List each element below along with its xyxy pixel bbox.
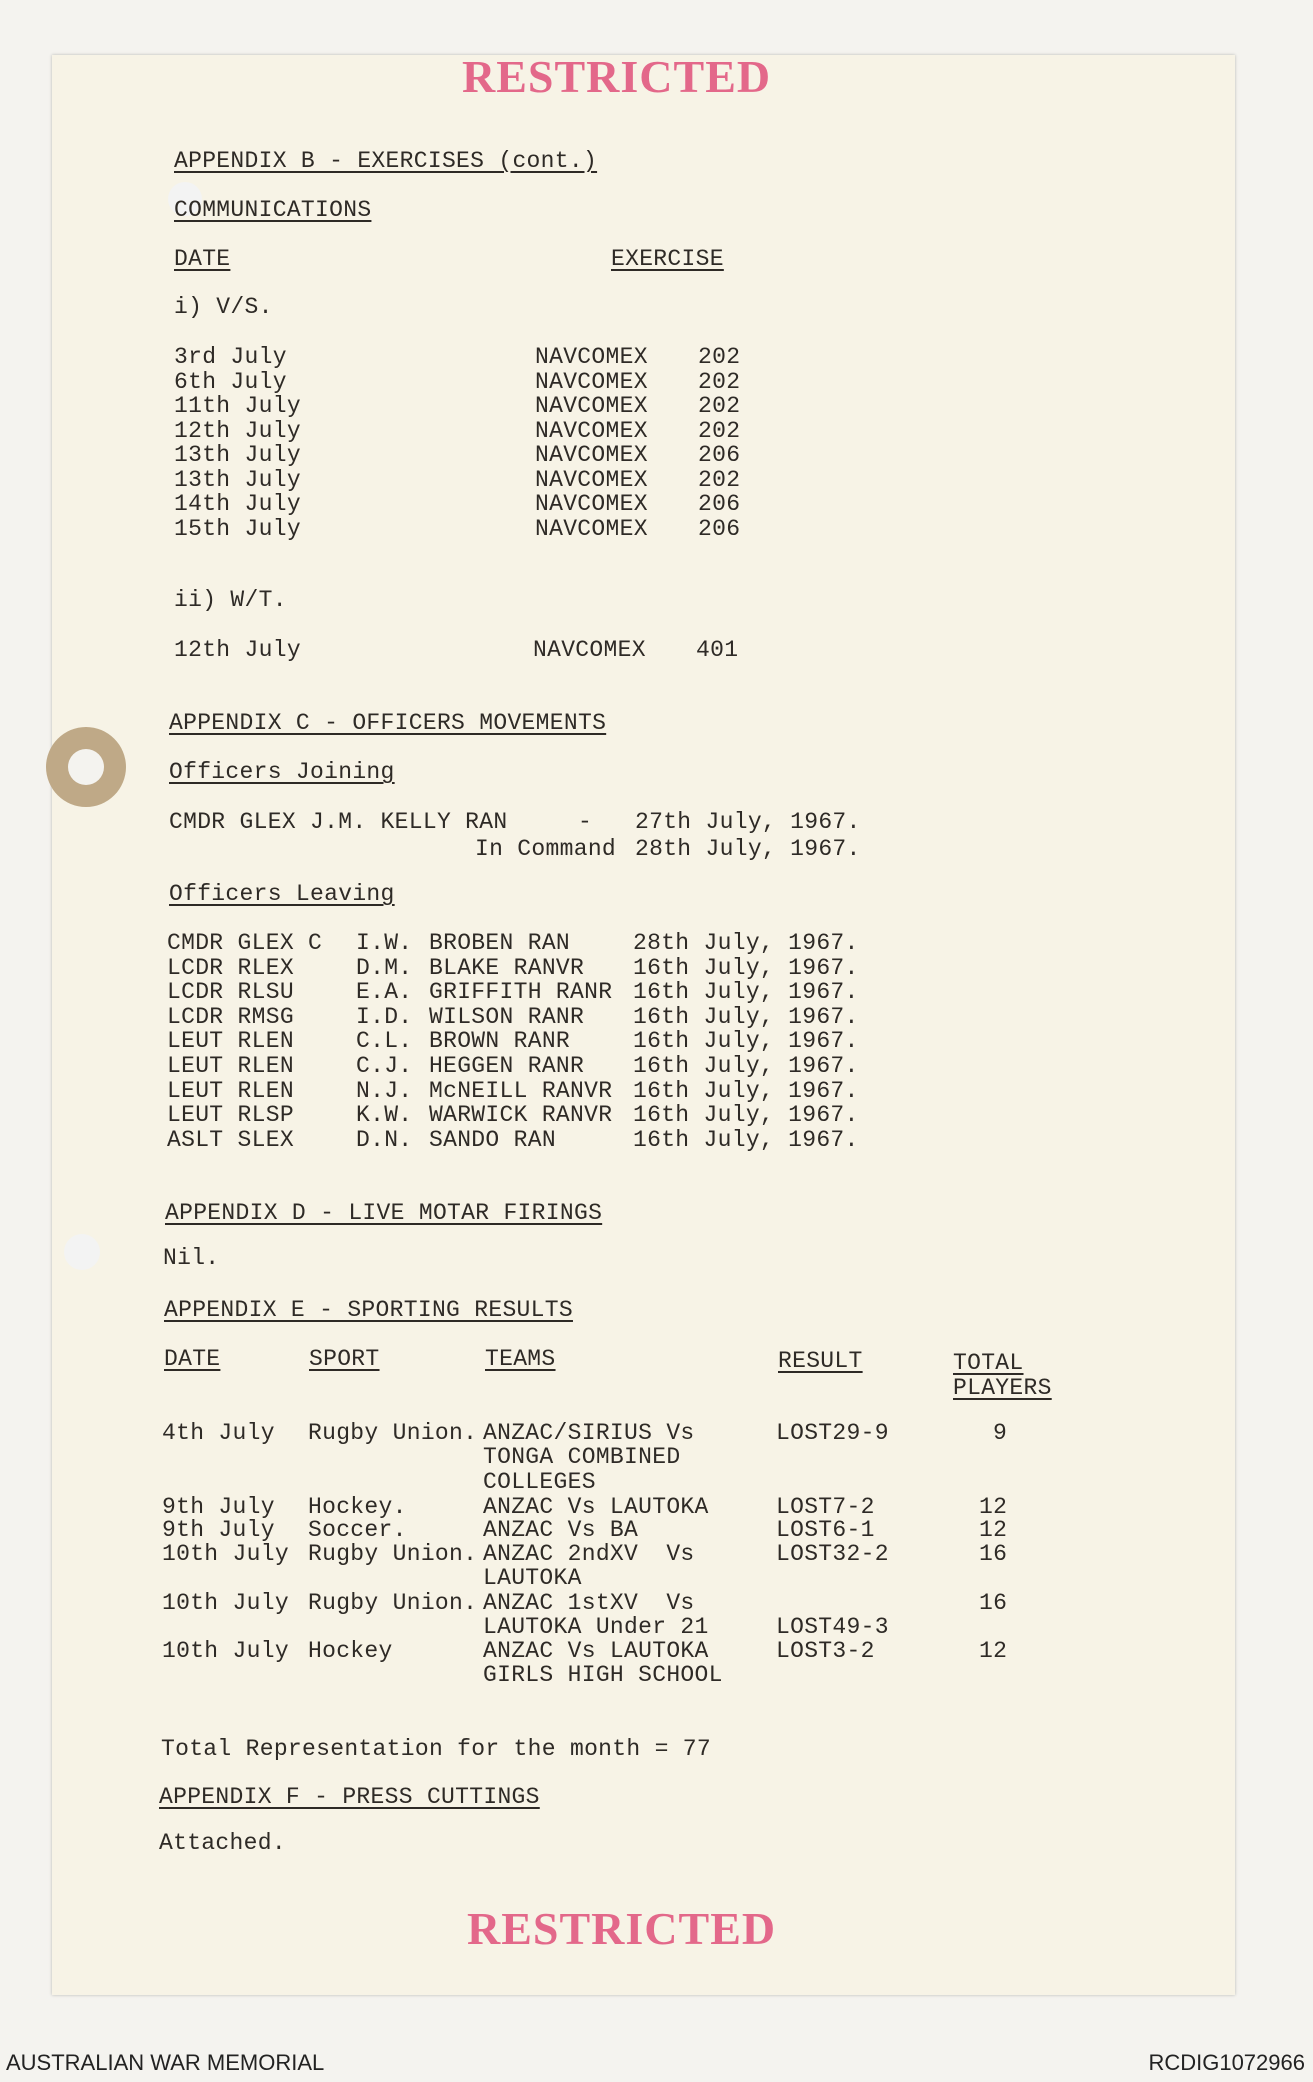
sport-date: 10th July <box>162 1541 289 1567</box>
sport-result: LOST32-2 <box>776 1541 889 1567</box>
sport-teams: ANZAC Vs LAUTOKA <box>483 1638 709 1664</box>
exercise-date: 12th July <box>174 417 301 444</box>
officer-rank: CMDR GLEX C <box>167 930 323 956</box>
officer-leave-date: 16th July, 1967. <box>633 954 859 981</box>
exercise-date: 12th July <box>174 637 301 663</box>
header-teams: TEAMS <box>485 1346 556 1372</box>
sport-name: Rugby Union. <box>308 1541 478 1567</box>
officer-name: WILSON RANR <box>429 1003 585 1030</box>
sport-name: Hockey. <box>308 1494 407 1520</box>
exercise-name: NAVCOMEX <box>535 344 648 370</box>
header-sport: SPORT <box>309 1346 380 1372</box>
exercise-number: 202 <box>698 466 741 493</box>
officer-name: BLAKE RANVR <box>429 954 585 981</box>
col-exercise: EXERCISE <box>611 246 724 272</box>
punch-hole <box>64 1234 100 1270</box>
sport-teams: ANZAC/SIRIUS Vs <box>483 1420 695 1446</box>
officer-initials: D.N. <box>356 1126 413 1153</box>
officer-name: GRIFFITH RANR <box>429 979 613 1006</box>
exercise-number: 401 <box>696 637 739 663</box>
officer-initials: D.M. <box>356 954 413 981</box>
appendix-e-title: APPENDIX E - SPORTING RESULTS <box>164 1297 573 1323</box>
exercise-date: 11th July <box>174 393 301 419</box>
sport-teams: LAUTOKA Under 21 <box>483 1614 709 1641</box>
joining-officer: CMDR GLEX J.M. KELLY RAN <box>169 809 508 835</box>
officer-name: HEGGEN RANR <box>429 1053 585 1079</box>
sport-players: 16 <box>979 1541 1008 1567</box>
sport-players: 12 <box>979 1638 1008 1664</box>
exercise-number: 202 <box>698 344 741 370</box>
sport-name: Soccer. <box>308 1517 407 1543</box>
exercise-name: NAVCOMEX <box>535 442 648 468</box>
exercise-number: 206 <box>698 491 741 517</box>
sport-teams: LAUTOKA <box>483 1565 582 1592</box>
officer-rank: LEUT RLEN <box>167 1053 294 1079</box>
sport-players: 12 <box>979 1494 1008 1520</box>
exercise-name: NAVCOMEX <box>535 466 648 493</box>
officer-leave-date: 16th July, 1967. <box>633 979 859 1006</box>
sport-date: 4th July <box>162 1420 275 1446</box>
sport-teams: ANZAC 1stXV Vs <box>483 1590 695 1616</box>
officer-initials: C.L. <box>356 1028 413 1055</box>
header-total: TOTAL <box>953 1350 1024 1376</box>
sport-result: LOST7-2 <box>776 1494 875 1520</box>
exercise-name: NAVCOMEX <box>535 515 648 542</box>
officer-leave-date: 16th July, 1967. <box>633 1003 859 1030</box>
officer-leave-date: 28th July, 1967. <box>633 930 859 956</box>
exercise-name: NAVCOMEX <box>535 368 648 395</box>
punch-hole <box>68 749 104 785</box>
exercise-number: 206 <box>698 515 741 542</box>
sport-teams: TONGA COMBINED <box>483 1444 681 1471</box>
exercise-name: NAVCOMEX <box>533 637 646 663</box>
exercise-name: NAVCOMEX <box>535 393 648 419</box>
officers-joining-heading: Officers Joining <box>169 759 395 785</box>
header-players: PLAYERS <box>953 1375 1052 1401</box>
officer-initials: E.A. <box>356 979 413 1006</box>
sport-result: LOST29-9 <box>776 1420 889 1446</box>
restricted-stamp-bottom: RESTRICTED <box>467 1903 777 1954</box>
sport-players: 9 <box>993 1420 1008 1446</box>
officer-leave-date: 16th July, 1967. <box>633 1102 859 1129</box>
joining-date: 27th July, 1967. <box>635 809 861 835</box>
sport-name: Hockey <box>308 1638 393 1664</box>
sport-result: LOST49-3 <box>776 1614 889 1641</box>
officer-leave-date: 16th July, 1967. <box>633 1028 859 1055</box>
officer-rank: LCDR RLSU <box>167 979 294 1006</box>
officer-rank: ASLT SLEX <box>167 1126 294 1153</box>
sport-date: 10th July <box>162 1590 289 1616</box>
officer-name: WARWICK RANVR <box>429 1102 613 1129</box>
officers-leaving-heading: Officers Leaving <box>169 881 395 907</box>
officer-leave-date: 16th July, 1967. <box>633 1053 859 1079</box>
exercise-date: 14th July <box>174 491 301 517</box>
exercise-number: 206 <box>698 442 741 468</box>
officer-rank: LEUT RLEN <box>167 1028 294 1055</box>
appendix-d-body: Nil. <box>163 1245 220 1271</box>
sport-result: LOST6-1 <box>776 1517 875 1543</box>
officer-initials: I.W. <box>356 930 413 956</box>
sport-teams: ANZAC Vs LAUTOKA <box>483 1494 709 1520</box>
footer-source: AUSTRALIAN WAR MEMORIAL <box>6 2050 325 2075</box>
appendix-d-title: APPENDIX D - LIVE MOTAR FIRINGS <box>165 1200 603 1226</box>
officer-leave-date: 16th July, 1967. <box>633 1077 859 1104</box>
officer-name: BROWN RANR <box>429 1028 571 1055</box>
sport-name: Rugby Union. <box>308 1590 478 1616</box>
officer-leave-date: 16th July, 1967. <box>633 1126 859 1153</box>
exercise-date: 13th July <box>174 466 301 493</box>
officer-name: McNEILL RANVR <box>429 1077 613 1104</box>
restricted-stamp-top: RESTRICTED <box>462 51 772 102</box>
officer-initials: C.J. <box>356 1053 413 1079</box>
sport-date: 9th July <box>162 1494 275 1520</box>
col-date: DATE <box>174 246 231 272</box>
officer-rank: LCDR RMSG <box>167 1003 294 1030</box>
joining-dash: - <box>578 809 593 835</box>
wt-label: ii) W/T. <box>174 587 287 613</box>
vs-label: i) V/S. <box>174 294 273 320</box>
exercise-date: 3rd July <box>174 344 287 370</box>
officer-rank: LCDR RLEX <box>167 954 294 981</box>
sport-teams: ANZAC 2ndXV Vs <box>483 1541 695 1567</box>
in-command-label: In Command <box>475 836 617 862</box>
exercise-name: NAVCOMEX <box>535 491 648 517</box>
officer-name: SANDO RAN <box>429 1126 556 1153</box>
sport-name: Rugby Union. <box>308 1420 478 1446</box>
total-representation: Total Representation for the month = 77 <box>161 1736 711 1762</box>
appendix-b-title: APPENDIX B - EXERCISES (cont.) <box>174 148 598 174</box>
sport-teams: ANZAC Vs BA <box>483 1517 639 1543</box>
sport-players: 16 <box>979 1590 1008 1616</box>
communications-heading: COMMUNICATIONS <box>174 197 372 223</box>
exercise-number: 202 <box>698 417 741 444</box>
sport-result: LOST3-2 <box>776 1638 875 1664</box>
appendix-f-body: Attached. <box>159 1830 286 1856</box>
sport-date: 9th July <box>162 1517 275 1543</box>
officer-initials: K.W. <box>356 1102 413 1129</box>
officer-rank: LEUT RLEN <box>167 1077 294 1104</box>
appendix-c-title: APPENDIX C - OFFICERS MOVEMENTS <box>169 710 607 736</box>
appendix-f-title: APPENDIX F - PRESS CUTTINGS <box>159 1784 540 1810</box>
footer-id: RCDIG1072966 <box>1148 2050 1305 2075</box>
sport-players: 12 <box>979 1517 1008 1543</box>
exercise-number: 202 <box>698 393 741 419</box>
exercise-name: NAVCOMEX <box>535 417 648 444</box>
in-command-date: 28th July, 1967. <box>635 836 861 862</box>
officer-initials: N.J. <box>356 1077 413 1104</box>
officer-rank: LEUT RLSP <box>167 1102 294 1129</box>
exercise-number: 202 <box>698 368 741 395</box>
exercise-date: 15th July <box>174 515 301 542</box>
sport-date: 10th July <box>162 1638 289 1664</box>
exercise-date: 6th July <box>174 368 287 395</box>
header-date: DATE <box>164 1346 221 1372</box>
exercise-date: 13th July <box>174 442 301 468</box>
officer-name: BROBEN RAN <box>429 930 571 956</box>
officer-initials: I.D. <box>356 1003 413 1030</box>
header-result: RESULT <box>778 1348 863 1374</box>
sport-teams: COLLEGES <box>483 1468 596 1495</box>
sport-teams: GIRLS HIGH SCHOOL <box>483 1662 723 1689</box>
